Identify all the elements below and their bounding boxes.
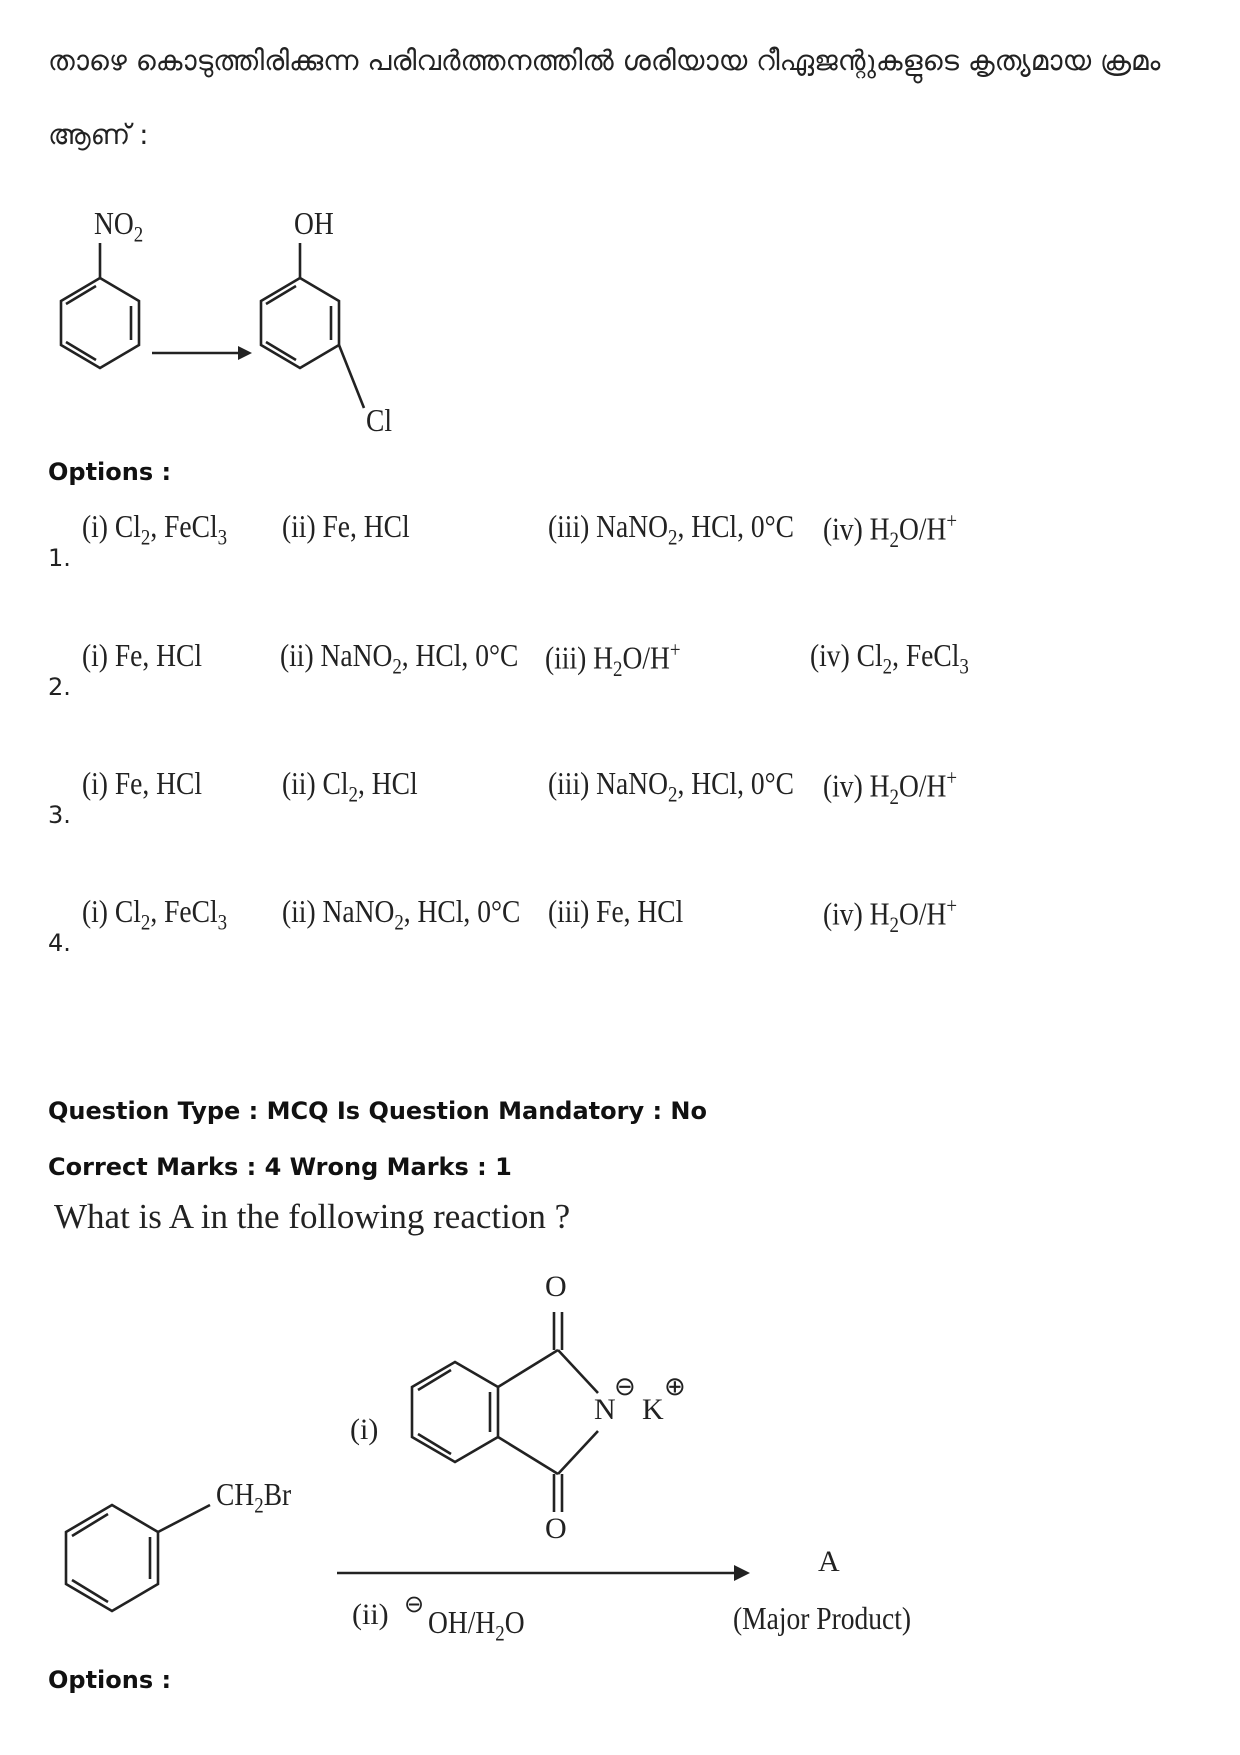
option-number: 4. — [48, 929, 71, 957]
question-type-line: Question Type : MCQ Is Question Mandatory : No — [48, 1097, 707, 1125]
benzene-ring — [61, 278, 139, 368]
option-2-step-4: (iv) $Cl_2$, FeCl$_3$ — [810, 637, 969, 679]
question-2-text: What is A in the following reaction ? — [54, 1197, 571, 1236]
benzyl-benzene-ring — [66, 1505, 158, 1611]
marks-line: Correct Marks : 4 Wrong Marks : 1 — [48, 1153, 512, 1181]
option-number: 1. — [48, 544, 71, 572]
options-heading-q2: Options : — [48, 1666, 172, 1694]
potassium-positive-charge: ⊕ — [664, 1372, 686, 1401]
chloro-group-label: Cl — [366, 402, 393, 438]
option-3-step-1: (i) Fe, HCl — [82, 765, 203, 801]
option-2-step-3: (iii) $H_2O/H^+$ — [545, 637, 681, 682]
major-product-note: (Major Product) — [733, 1600, 912, 1636]
question-1-text-line-1: താഴെ കൊടുത്തിരിക്കുന്ന പരിവർത്തനത്തിൽ ശരിയായ റീഏജന്റുകളുടെ കൃത്യമായ ക്രമം — [48, 44, 1161, 77]
option-1-step-2: (ii) Fe, HCl — [282, 508, 410, 544]
phthalimide-benzene-ring — [412, 1362, 498, 1462]
nitro-group-label: $NO_2$ — [94, 205, 144, 247]
ch2br-bond — [158, 1505, 210, 1532]
product-benzene-ring — [261, 278, 339, 368]
ch2br-label: $CH_2Br$ — [216, 1476, 292, 1518]
benzyl-bromide-structure — [66, 1505, 210, 1611]
option-4-step-3: (iii) Fe, HCl — [548, 893, 684, 929]
product-a-label: A — [818, 1545, 840, 1578]
arrow-head-1 — [238, 346, 252, 360]
hydroxyl-group-label: OH — [294, 205, 334, 241]
chlorophenol-structure — [261, 243, 364, 408]
option-2-step-1: (i) Fe, HCl — [82, 637, 203, 673]
option-number: 2. — [48, 673, 71, 701]
upper-carbonyl-link — [498, 1350, 558, 1387]
reagent-label-ii: (ii) — [352, 1598, 389, 1631]
nitrogen-negative-charge: ⊖ — [614, 1372, 636, 1401]
option-4-step-4: (iv) $H_2O/H^+$ — [823, 893, 958, 938]
option-4-step-1: (i) $Cl_2$, FeCl$_3$ — [82, 893, 228, 935]
options-heading-q1: Options : — [48, 458, 172, 486]
lower-carbonyl-link — [498, 1437, 558, 1474]
option-number: 3. — [48, 801, 71, 829]
option-3-step-3: (iii) NaNO$_2$, HCl, 0°C — [548, 765, 794, 807]
option-2-step-2: (ii) NaNO$_2$, HCl, 0°C — [280, 637, 519, 679]
cl-bond — [339, 345, 364, 408]
option-1-step-1: (i) $Cl_2$, FeCl$_3$ — [82, 508, 228, 550]
question-1-text-line-2: ആണ് : — [48, 118, 149, 151]
option-4-step-2: (ii) NaNO$_2$, HCl, 0°C — [282, 893, 521, 935]
potassium-phthalimide-structure — [412, 1312, 598, 1512]
option-1-step-4: (iv) $H_2O/H^+$ — [823, 508, 958, 553]
lower-carbonyl-oxygen: O — [545, 1512, 567, 1545]
arrow-head-2 — [734, 1565, 750, 1581]
option-3-step-2: (ii) $Cl_2$, HCl — [282, 765, 418, 807]
option-3-step-4: (iv) $H_2O/H^+$ — [823, 765, 958, 810]
potassium-label: K — [642, 1393, 664, 1426]
hydroxide-charge: ⊖ — [404, 1592, 425, 1618]
reagent-label-i: (i) — [350, 1413, 379, 1446]
reagent-ii-formula: $OH/H_2O$ — [428, 1604, 525, 1646]
upper-carbonyl-oxygen: O — [545, 1270, 567, 1303]
option-1-step-3: (iii) NaNO$_2$, HCl, 0°C — [548, 508, 794, 550]
nitrobenzene-structure — [61, 243, 139, 368]
nitrogen-label: N — [594, 1393, 616, 1426]
